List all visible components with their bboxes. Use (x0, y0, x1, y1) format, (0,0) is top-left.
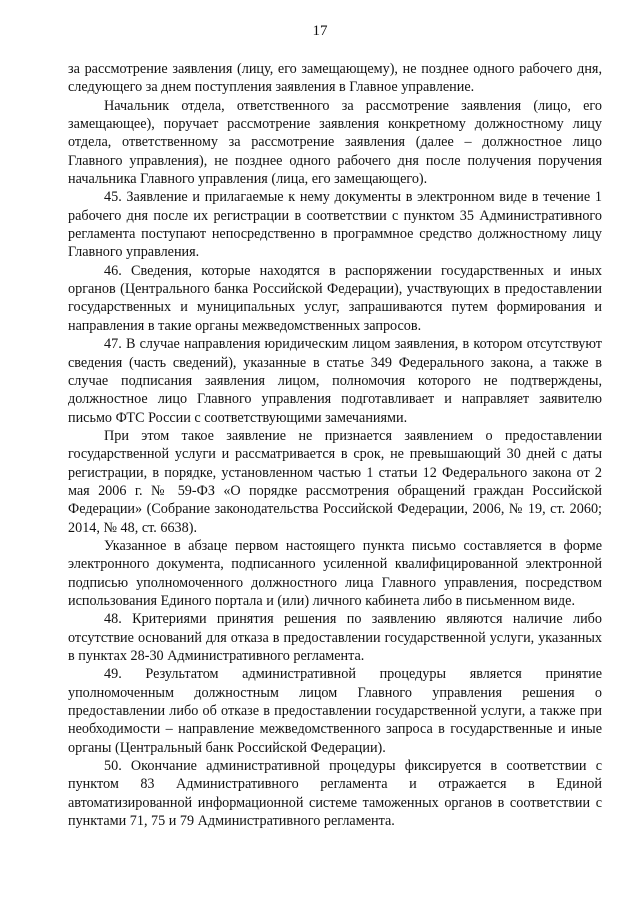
paragraph-45: 45. Заявление и прилагаемые к нему документы в электронном виде в течение 1 рабочего дня после их регистрации в соответствии с пунктом 35 Административного регламента поступают непосредственно в программное средство должностному лицу Главного управления. (68, 189, 602, 261)
paragraph-47-not-recognized: При этом такое заявление не признается заявлением о предоставлении государственной услуги и рассматривается в срок, не превышающий 30 дней с даты регистрации, в порядке, установленном частью 1 статьи 12 Федерального закона от 2 мая 2006 г. № 59-ФЗ «О порядке рассмотрения обращений граждан Российской Федерации» (Собрание законодательства Российской Федерации, 2006, № 19, ст. 2060; 2014, № 48, ст. 6638). (68, 427, 602, 536)
paragraph-48: 48. Критериями принятия решения по заявлению являются наличие либо отсутствие оснований для отказа в предоставлении государственной услуги, указанных в пунктах 28-30 Административного регламента. (68, 611, 602, 664)
paragraph-department-head: Начальник отдела, ответственного за рассмотрение заявления (лицо, его замещающее), поручает рассмотрение заявления конкретному должностному лицу отдела, ответственному за рассмотрение заявления (далее – должностное лицо Главного управления), не позднее одного рабочего дня после получения поручения начальника Главного управления (лица, его замещающего). (68, 97, 602, 188)
paragraph-49: 49. Результатом административной процедуры является принятие уполномоченным должностным лицом Главного управления решения о предоставлении либо об отказе в предоставлении государственной услуги, а также при необходимости – направление межведомственного запроса в государственные и иные органы (Центральный банк Российской Федерации). (68, 666, 602, 756)
paragraph-47-letter-form: Указанное в абзаце первом настоящего пункта письмо составляется в форме электронного документа, подписанного усиленной квалифицированной электронной подписью уполномоченного должностного лица Главного управления, посредством использования Единого портала и (или) личного кабинета либо в письменном виде. (68, 537, 602, 609)
paragraph-47: 47. В случае направления юридическим лицом заявления, в котором отсутствуют сведения (часть сведений), указанные в статье 349 Федерального закона, а также в случае подписания заявления лицом, полномочия которого не подтверждены, должностное лицо Главного управления подготавливает и направляет заявителю письмо ФТС России с соответствующими замечаниями. (68, 336, 602, 426)
paragraph-46: 46. Сведения, которые находятся в распоряжении государственных и иных органов (Центрального банка Российской Федерации), участвующих в предоставлении государственных и муниципальных услуг, запрашиваются путем формирования и направления в такие органы межведомственных запросов. (68, 262, 602, 334)
paragraph-continuation: за рассмотрение заявления (лицу, его замещающему), не позднее одного рабочего дня, следующего за днем поступления заявления в Главное управление. (68, 61, 602, 96)
paragraph-50: 50. Окончание административной процедуры фиксируется в соответствии с пунктом 83 Административного регламента и отражается в Единой автоматизированной информационной системе таможенных органов в соответствии с пунктами 71, 75 и 79 Административного регламента. (68, 758, 602, 830)
page-number: 17 (312, 23, 328, 39)
document-body (68, 60, 602, 830)
